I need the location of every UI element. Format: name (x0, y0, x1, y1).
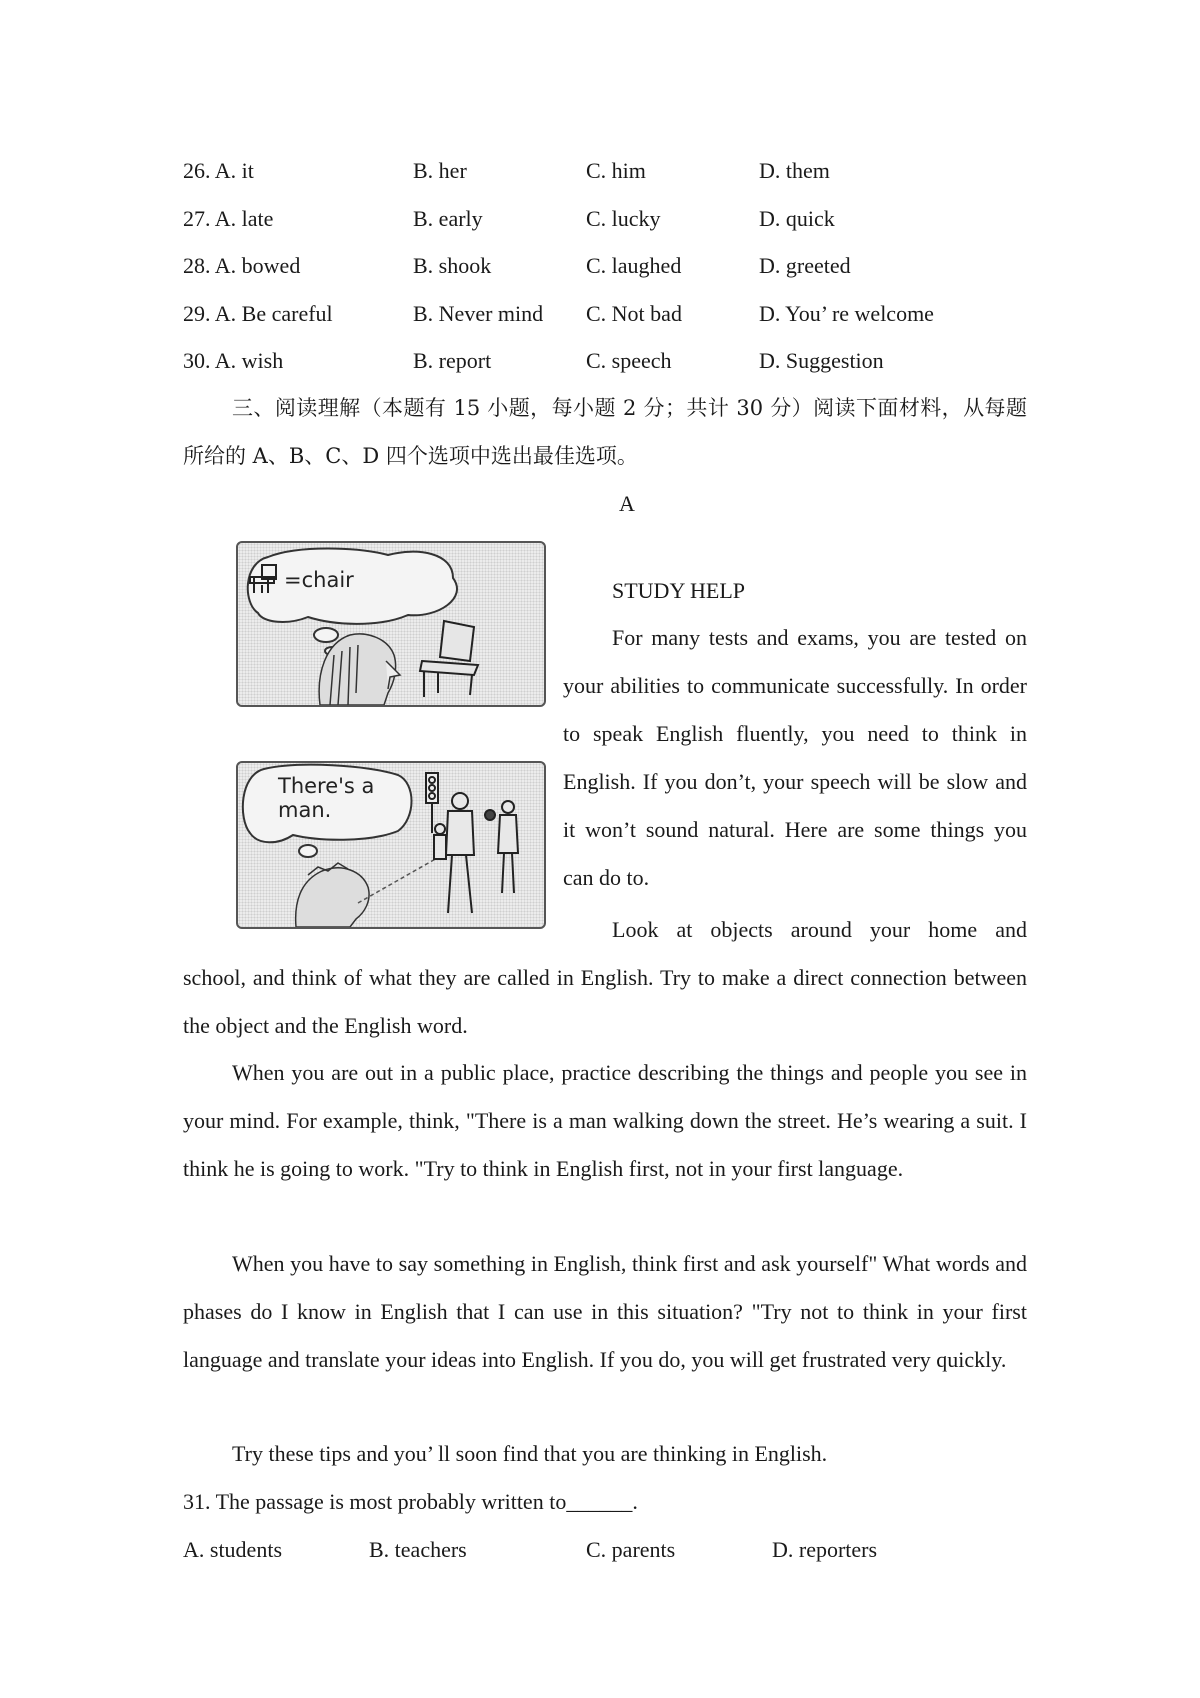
street-panel (236, 761, 546, 929)
option-b: B. early (413, 206, 483, 231)
paragraph-5: Try these tips and you’ ll soon find that you are thinking in English. (232, 1441, 828, 1466)
option-a: A. students (183, 1537, 282, 1562)
option-a: 29. A. Be careful (183, 301, 333, 326)
bubble-text-line1: There's a (278, 774, 375, 798)
option-b: B. her (413, 158, 467, 183)
paragraph-2-rest: school, and think of what they are called in English. Try to make a direct connection between the object and the English word. (183, 965, 1027, 1038)
paragraph-1: For many tests and exams, you are tested on your abilities to communicate successfully. In order to speak English fluently, you need to think in English. If you don’t, your speech will be slow and it won’t sound natural. Here are some things you can do to. (563, 625, 1027, 890)
option-d: D. quick (759, 206, 835, 231)
paragraph-3: When you are out in a public place, practice describing the things and people you see in your mind. For example, think, "There is a man walking down the street. He’s wearing a suit. I think he is going to work. "Try to think in English first, not in your first language. (183, 1060, 1027, 1181)
chair-panel (236, 541, 546, 707)
option-c: C. lucky (586, 206, 661, 231)
option-c: C. speech (586, 348, 672, 373)
passage-label: A (619, 491, 635, 516)
option-c: C. laughed (586, 253, 682, 278)
bubble-text-chair: =chair (284, 568, 354, 592)
question-31-stem: 31. The passage is most probably written to______. (183, 1489, 638, 1514)
option-b: B. teachers (369, 1537, 467, 1562)
bubble-text-line2: man. (278, 798, 332, 822)
woman-head-illustration (319, 634, 400, 705)
option-b: B. report (413, 348, 492, 373)
study-help-illustration (230, 535, 546, 933)
option-a: 26. A. it (183, 158, 254, 183)
paragraph-2-start: Look at objects around your home and (612, 917, 1027, 942)
option-d: D. greeted (759, 253, 851, 278)
option-a: 27. A. late (183, 206, 274, 231)
option-d: D. Suggestion (759, 348, 884, 373)
option-d: D. reporters (772, 1537, 878, 1562)
chair-illustration (420, 621, 478, 697)
option-d: D. You’ re welcome (759, 301, 934, 326)
option-a: 30. A. wish (183, 348, 284, 373)
people-illustration (434, 793, 518, 913)
passage-title: STUDY HELP (612, 578, 746, 603)
option-c: C. parents (586, 1537, 676, 1562)
option-c: C. him (586, 158, 646, 183)
option-d: D. them (759, 158, 830, 183)
option-b: B. Never mind (413, 301, 544, 326)
option-b: B. shook (413, 253, 492, 278)
boy-head-illustration (296, 863, 369, 927)
section-heading: 三、阅读理解（本题有 15 小题，每小题 2 分；共计 30 分）阅读下面材料，从每题所给的 A、B、C、D 四个选项中选出最佳选项。 (183, 396, 1027, 468)
traffic-light-illustration (426, 773, 438, 833)
option-a: 28. A. bowed (183, 253, 301, 278)
option-c: C. Not bad (586, 301, 682, 326)
paragraph-4: When you have to say something in English, think first and ask yourself" What words and phases do I know in English that I can use in this situation? "Try not to think in your first language and translate your ideas into English. If you do, you will get frustrated very quickly. (183, 1251, 1027, 1372)
